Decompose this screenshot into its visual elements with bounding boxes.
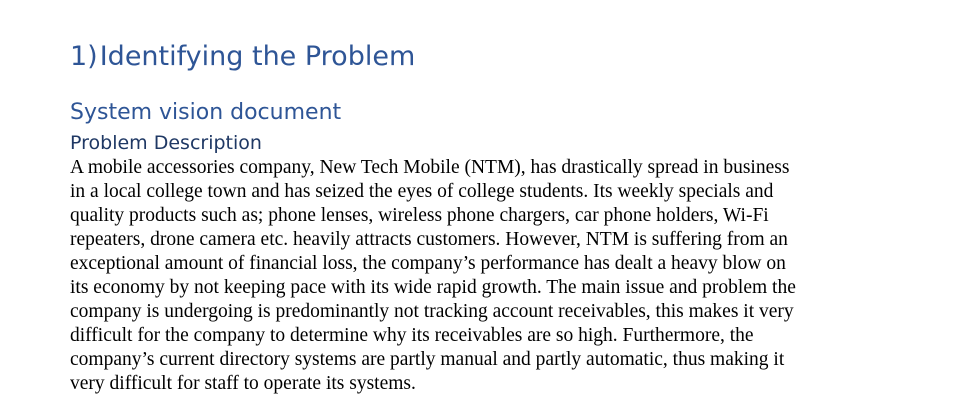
subheading-problem-description: Problem Description [70, 132, 262, 154]
paragraph-line: A mobile accessories company, New Tech Mobile (NTM), has drastically spread in business [70, 157, 790, 178]
paragraph-line: very difficult for staff to operate its systems. [70, 373, 416, 394]
paragraph-line: company is undergoing is predominantly not tracking account receivables, this makes it very [70, 301, 794, 322]
subheading-system-vision: System vision document [70, 100, 342, 125]
paragraph-line: quality products such as; phone lenses, wireless phone chargers, car phone holders, Wi-Fi [70, 205, 769, 226]
problem-description-paragraph [70, 156, 870, 396]
paragraph-line: in a local college town and has seized the eyes of college students. Its weekly specials and [70, 181, 774, 202]
paragraph-line: exceptional amount of financial loss, the company’s performance has dealt a heavy blow on [70, 253, 786, 274]
heading-title: Identifying the Problem [99, 41, 416, 72]
paragraph-line: repeaters, drone camera etc. heavily attracts customers. However, NTM is suffering from an [70, 229, 788, 250]
heading-number: 1) [70, 41, 98, 72]
paragraph-line: its economy by not keeping pace with its wide rapid growth. The main issue and problem the [70, 277, 796, 298]
section-heading-identifying-problem [70, 40, 415, 74]
paragraph-line: difficult for the company to determine why its receivables are so high. Furthermore, the [70, 325, 754, 346]
paragraph-line: company’s current directory systems are partly manual and partly automatic, thus making it [70, 349, 785, 370]
